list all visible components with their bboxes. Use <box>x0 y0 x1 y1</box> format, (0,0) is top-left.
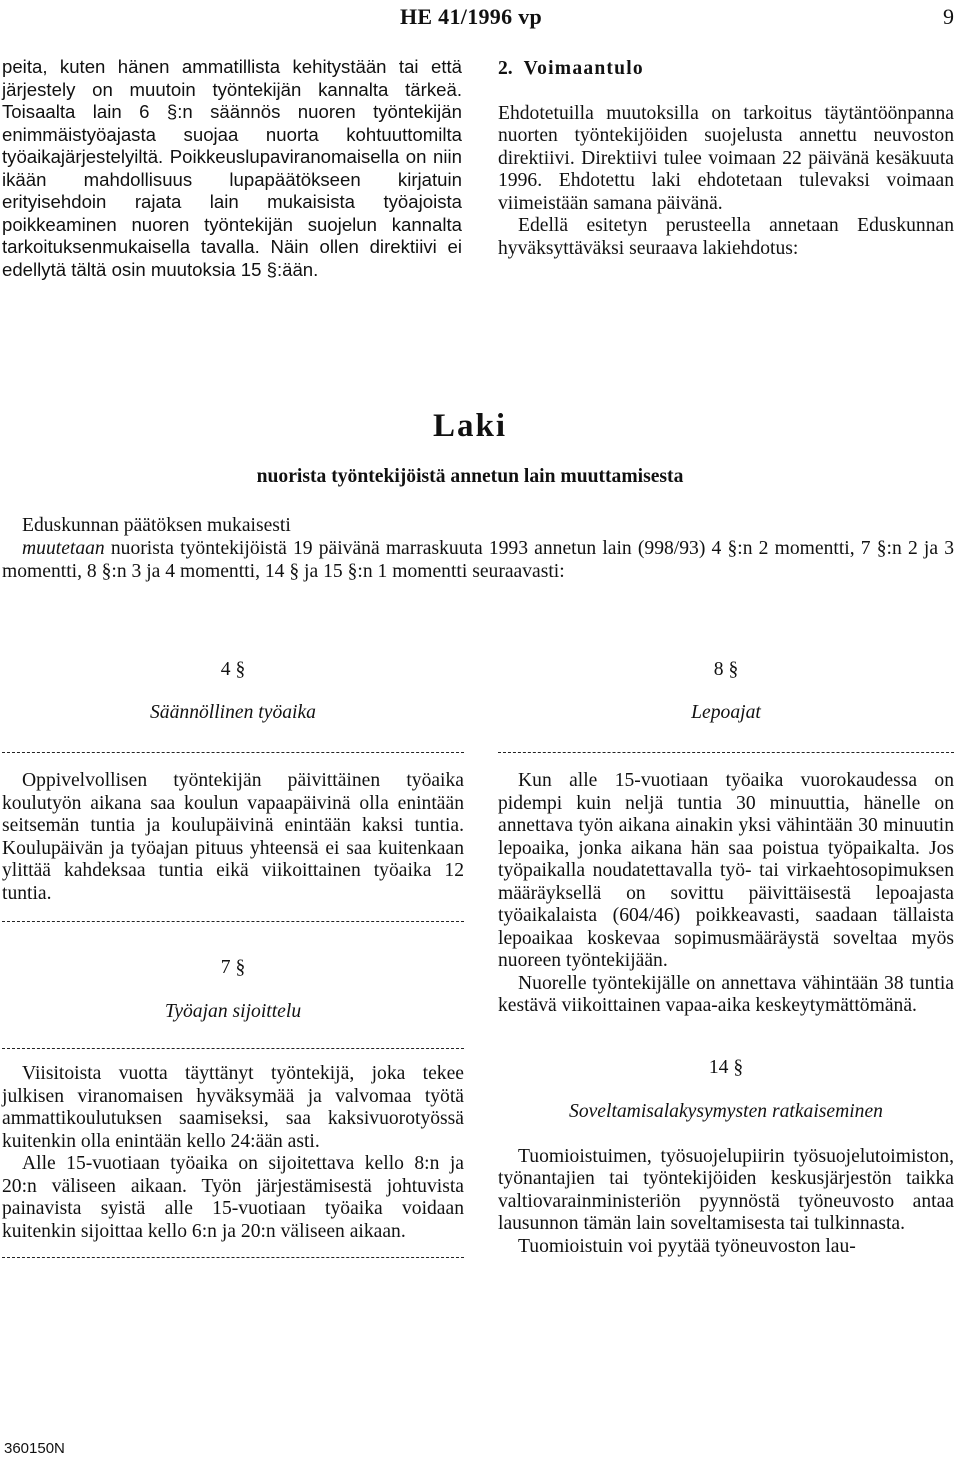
section-4-text: Oppivelvollisen työntekijän päivittäinen työaika koulutyön aikana saa koulun vapaapäivinä olla enintään seitsemän tuntia ja koulupäivinä enintään kaksi tuntia. Koulupäivän ja työajan pituus yhteensä ei saa kuitenkaan ylittää kahdeksaa tuntia eikä viikoittainen työaika 12 tuntia. <box>2 770 464 904</box>
section-heading-voimaantulo <box>498 58 954 81</box>
section-8-text-2: Nuorelle työntekijälle on annettava vähintään 38 tuntia kestävä viikoittainen vapaa-aika keskeytymättömänä. <box>498 972 954 1016</box>
law-subtitle: nuorista työntekijöistä annetun lain muuttamisesta <box>256 466 684 487</box>
right-top-column <box>498 58 954 260</box>
section-heading-label: Voimaantulo <box>523 58 644 79</box>
section-4-number: 4 § <box>220 659 246 680</box>
section-14-number: 14 § <box>708 1056 744 1078</box>
section-4-title: Säännöllinen työaika <box>150 702 316 723</box>
document-id: HE 41/1996 vp <box>400 4 543 29</box>
section-7-number: 7 § <box>220 957 246 978</box>
section-8-text-1: Kun alle 15-vuotiaan työaika vuorokaudessa on pidempi kuin neljä tuntia 30 minuuttia, hänelle on annettava työn aikana ainakin yksi vähintään 30 minuutin lepoaika, jonka aikana hän saa poistua työpaikalta. Jos työpaikalla noudatettavalla työ- tai virkaehtosopimuksen määräyksellä on sovittu päivittäisestä lepoajasta työaikalaista (604/46) poikkeavasti, saadaan tällaista lepoaikaa koskevaa sopimusmääräystä soveltaa myös nuoreen työntekijään. <box>498 770 954 971</box>
law-preamble <box>2 514 954 583</box>
page-number: 9 <box>943 4 954 29</box>
omission-dashes <box>2 1257 464 1258</box>
voimaantulo-paragraph-2: Edellä esitetyn perusteella annetaan Eduskunnan hyväksyttäväksi seuraava lakiehdotus: <box>498 215 954 259</box>
left-sections-column <box>2 658 464 1258</box>
section-8-title: Lepoajat <box>691 702 761 723</box>
preamble-intro: Eduskunnan päätöksen mukaisesti <box>22 515 291 536</box>
voimaantulo-paragraph-1: Ehdotetuilla muutoksilla on tarkoitus täytäntöönpanna nuorten työntekijöiden suojelusta annettu neuvoston direktiivi. Direktiivi tulee voimaan 22 päivänä kesäkuuta 1996. Ehdotettu laki ehdotetaan tulevaksi voimaan viimeistään samana päivänä. <box>498 102 954 214</box>
amend-keyword: muutetaan <box>22 538 105 559</box>
right-sections-column <box>498 658 954 1258</box>
law-title: Laki <box>432 408 508 444</box>
section-7-title: Työajan sijoittelu <box>164 1001 302 1022</box>
page-header <box>0 4 960 32</box>
preamble-amend <box>2 537 954 583</box>
section-7-text-1: Viisitoista vuotta täyttänyt työntekijä, joka tekee julkisen viranomaisen hyväksymää ja valvomaa työtä ammattikoulutuksen saamiseksi, saa kaksivuorotyössä kuitenkin olla enintään kello 24:ään asti. <box>2 1063 464 1152</box>
section-heading-number: 2. <box>498 58 513 79</box>
section-14-title: Soveltamisalakysymysten ratkaiseminen <box>569 1100 883 1122</box>
print-code: 360150N <box>4 1440 65 1457</box>
section-14-text-1: Tuomioistuimen, työsuojelupiirin työsuojelutoimiston, työnantajien tai työntekijöiden keskusjärjestön taikka valtiovarainministeriön pyynnöstä työneuvosto antaa lausunnon tämän lain soveltamisesta tai tulkinnasta. <box>498 1145 954 1234</box>
left-top-paragraph: peita, kuten hänen ammatillista kehitystään tai että järjestely on muutoin työntekijän kannalta tärkeä. Toisaalta lain 6 §:n säännös nuoren työntekijän enimmäistyöajasta suojaa nuorta kohtuuttomilta työaikajärjestelyiltä. Poikkeuslupaviranomaisella on niin ikään mahdollisuus lupapäätökseen kirjatuin erityisehdoin rajata lain mukaisista työajoista poikkeaminen nuoren työntekijän suojelun kannalta tarkoituksenmukaisella tavalla. Näin ollen direktiivi ei edellytä tältä osin muutoksia 15 §:ään. <box>2 56 462 280</box>
section-14-text-2: Tuomioistuin voi pyytää työneuvoston lau- <box>518 1235 856 1257</box>
section-7-text-2: Alle 15-vuotiaan työaika on sijoitettava kello 8:n ja 20:n väliseen aikaan. Työn järjestämisestä johtuvista painavista syistä alle 15-vuotiaan työaika voidaan kuitenkin sijoittaa kello 6:n ja 20:n väliseen aikaan. <box>2 1153 464 1242</box>
amend-text: nuorista työntekijöistä 19 päivänä marraskuuta 1993 annetun lain (998/93) 4 §:n 2 momentti, 7 §:n 2 ja 3 momentti, 8 §:n 3 ja 4 momentti, 14 § ja 15 §:n 1 momentti seuraavasti: <box>2 538 954 582</box>
left-top-column <box>2 56 462 281</box>
section-8-number: 8 § <box>713 659 739 680</box>
